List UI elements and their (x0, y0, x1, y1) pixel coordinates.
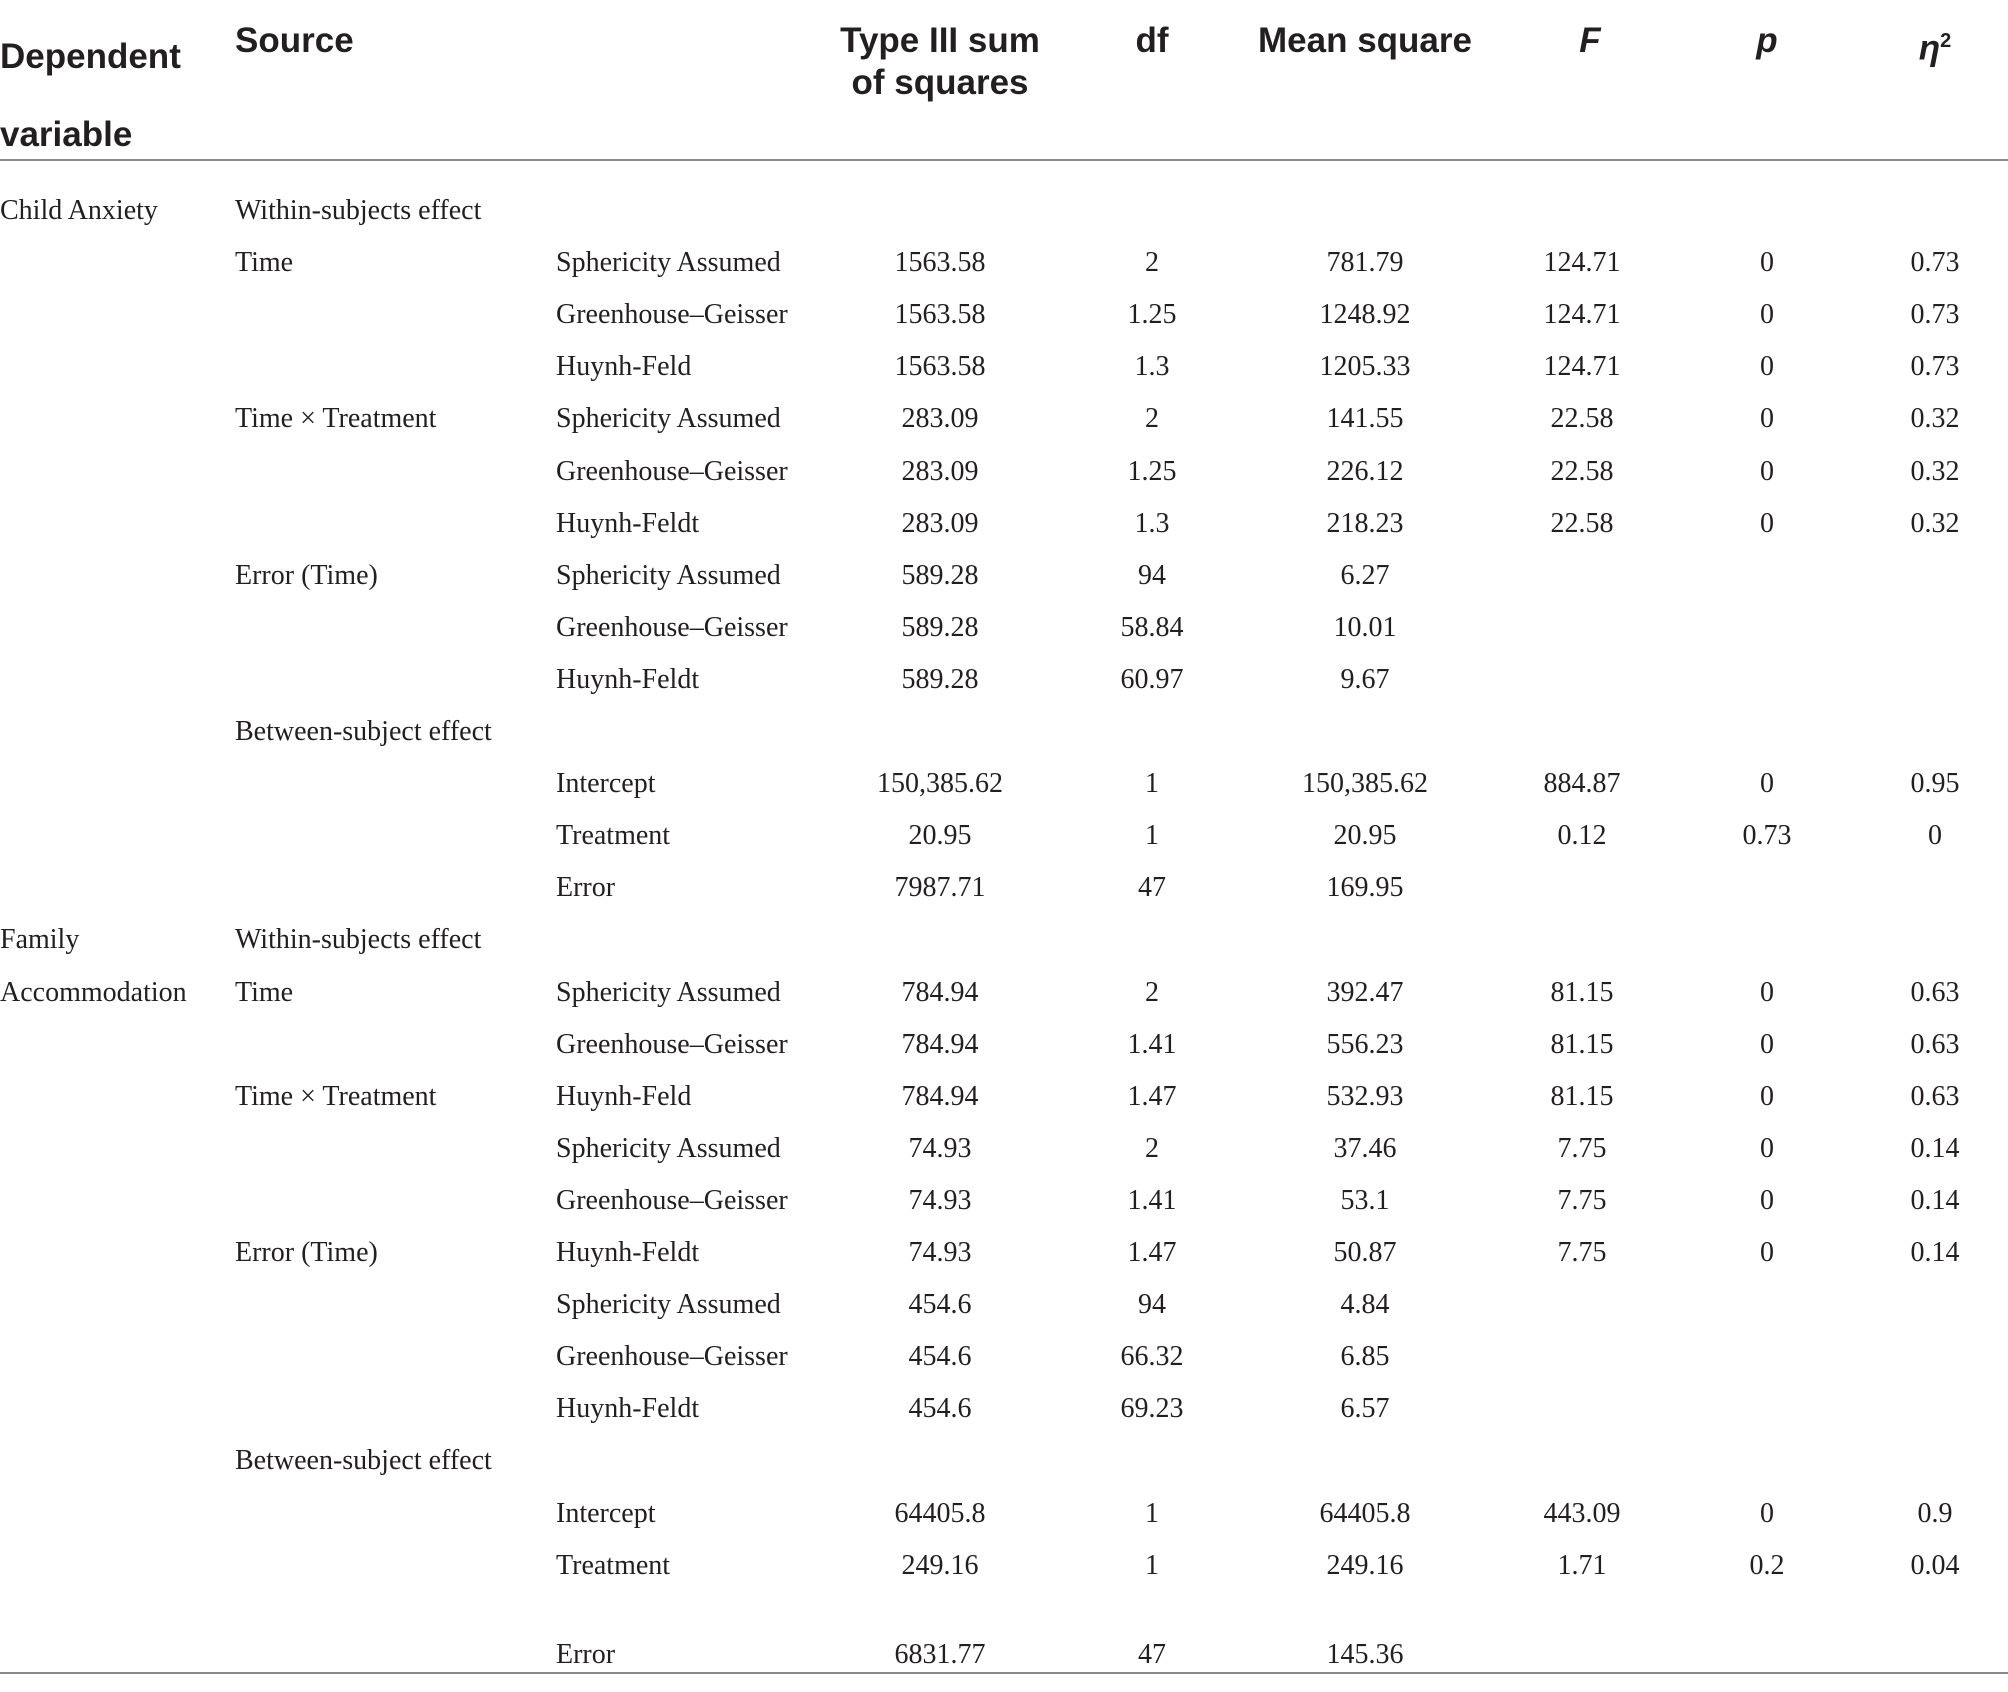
cell-df: 66.32 (1120, 1341, 1184, 1373)
cell-p: 0 (1760, 1237, 1774, 1268)
cell-f (1532, 602, 1632, 654)
cell-f: 22.58 (1550, 507, 1614, 539)
cell-f (1532, 706, 1632, 758)
cell-df: 1 (1145, 1549, 1159, 1581)
cell-source: Within-subjects effect (235, 924, 482, 956)
cell-dv (0, 1331, 230, 1383)
cell-eta: 0.95 (1910, 768, 1960, 800)
cell-df: 2 (1145, 403, 1159, 435)
cell-df: 47 (1138, 1638, 1166, 1670)
table-row (0, 550, 2008, 602)
cell-ss: 74.93 (908, 1237, 972, 1268)
cell-ms: 6.57 (1340, 1393, 1390, 1425)
cell-p: 0 (1760, 1028, 1774, 1060)
cell-ss: 64405.8 (894, 1497, 986, 1529)
cell-ss: 20.95 (908, 820, 972, 852)
table-header (0, 0, 2008, 160)
cell-df: 94 (1138, 559, 1166, 591)
cell-ms: 64405.8 (1319, 1497, 1411, 1529)
cell-df: 1.41 (1127, 1184, 1177, 1216)
cell-source: Within-subjects effect (235, 195, 482, 226)
header-dependent-variable-line1: Dependent (0, 37, 181, 76)
cell-f: 124.71 (1543, 299, 1621, 331)
cell-p: 0 (1760, 1132, 1774, 1164)
table-row (0, 1540, 2008, 1592)
cell-df: 1.47 (1127, 1080, 1177, 1112)
cell-ms: 249.16 (1326, 1549, 1404, 1581)
cell-p: 0 (1760, 455, 1774, 487)
cell-source (235, 1175, 555, 1227)
table-row (0, 393, 2008, 445)
cell-sub (556, 1435, 816, 1487)
cell-sub: Intercept (556, 768, 656, 800)
cell-dv (0, 1383, 230, 1435)
cell-f: 81.15 (1550, 1080, 1614, 1112)
cell-ss: 784.94 (901, 1080, 979, 1112)
cell-f: 124.71 (1543, 351, 1621, 383)
cell-dv (0, 654, 230, 706)
cell-dv (0, 862, 230, 914)
cell-source (235, 341, 555, 393)
cell-dv (0, 1175, 230, 1227)
cell-ms: 226.12 (1326, 455, 1404, 487)
cell-sub: Greenhouse–Geisser (556, 1341, 788, 1373)
cell-f (1532, 862, 1632, 914)
cell-sub: Greenhouse–Geisser (556, 1184, 788, 1216)
cell-ss: 283.09 (901, 403, 979, 435)
cell-f: 7.75 (1557, 1132, 1607, 1164)
cell-p: 0.2 (1749, 1549, 1785, 1581)
cell-sub: Sphericity Assumed (556, 247, 781, 279)
header-rule (0, 159, 2008, 161)
bottom-rule (0, 1672, 2008, 1674)
cell-source (235, 1019, 555, 1071)
cell-ss: 283.09 (901, 507, 979, 539)
cell-eta: 0.63 (1910, 1080, 1960, 1112)
cell-sub: Huynh-Feld (556, 1080, 692, 1112)
cell-ss: 7987.71 (894, 872, 986, 904)
cell-p: 0 (1760, 299, 1774, 331)
header-p (1717, 20, 1817, 62)
cell-sub: Huynh-Feldt (556, 1237, 700, 1268)
table-row (0, 237, 2008, 289)
cell-f: 22.58 (1550, 403, 1614, 435)
cell-sub: Huynh-Feld (556, 351, 692, 383)
header-dependent-variable-line2: variable (0, 115, 133, 154)
cell-source (235, 1540, 555, 1592)
cell-df: 1 (1145, 820, 1159, 852)
cell-source (235, 862, 555, 914)
cell-source (235, 602, 555, 654)
cell-dv (0, 550, 230, 602)
cell-p: 0 (1760, 1080, 1774, 1112)
cell-df (1102, 1435, 1202, 1487)
header-p-text: p (1756, 21, 1778, 60)
cell-source: Error (Time) (235, 559, 378, 591)
cell-f: 1.71 (1557, 1549, 1607, 1581)
cell-source: Time (235, 247, 294, 279)
cell-f (1532, 1279, 1632, 1331)
cell-f (1532, 550, 1632, 602)
table-row (0, 706, 2008, 758)
cell-ms: 392.47 (1326, 976, 1404, 1008)
cell-sub: Sphericity Assumed (556, 1132, 781, 1164)
cell-p (1717, 602, 1817, 654)
cell-eta: 0.63 (1910, 976, 1960, 1008)
cell-df: 2 (1145, 247, 1159, 279)
table-row (0, 1019, 2008, 1071)
cell-eta (1885, 1435, 1985, 1487)
cell-ms: 150,385.62 (1302, 768, 1428, 800)
header-mean-square: Mean square (1258, 21, 1472, 60)
cell-eta: 0.32 (1910, 403, 1960, 435)
cell-ss (800, 914, 1080, 966)
cell-eta: 0.14 (1910, 1184, 1960, 1216)
cell-p: 0 (1760, 507, 1774, 539)
cell-ms: 6.27 (1340, 559, 1390, 591)
cell-p: 0.73 (1742, 820, 1792, 852)
cell-sub: Intercept (556, 1497, 656, 1529)
cell-eta: 0 (1928, 820, 1942, 852)
cell-ss: 1563.58 (894, 247, 986, 279)
cell-p (1717, 654, 1817, 706)
header-f-text: F (1579, 21, 1601, 60)
cell-eta: 0.73 (1910, 351, 1960, 383)
cell-eta (1885, 914, 1985, 966)
table-row (0, 1279, 2008, 1331)
table-row (0, 1331, 2008, 1383)
cell-p (1717, 862, 1817, 914)
cell-dv (0, 810, 230, 862)
cell-eta (1885, 1279, 1985, 1331)
cell-sub: Greenhouse–Geisser (556, 455, 788, 487)
cell-sub: Error (556, 1638, 616, 1670)
cell-ss: 454.6 (908, 1289, 972, 1321)
cell-sub: Huynh-Feldt (556, 663, 700, 695)
table-row (0, 862, 2008, 914)
cell-f: 884.87 (1543, 768, 1621, 800)
cell-df: 94 (1138, 1289, 1166, 1321)
cell-sub: Sphericity Assumed (556, 1289, 781, 1321)
cell-p: 0 (1760, 1184, 1774, 1216)
cell-ms: 532.93 (1326, 1080, 1404, 1112)
cell-eta: 0.14 (1910, 1237, 1960, 1268)
table-row (0, 1383, 2008, 1435)
header-sum-of-squares (800, 20, 1080, 104)
table-row (0, 758, 2008, 810)
cell-dv (0, 393, 230, 445)
cell-f (1532, 914, 1632, 966)
cell-df: 1 (1145, 768, 1159, 800)
cell-eta: 0.9 (1917, 1497, 1953, 1529)
cell-sub (556, 185, 816, 237)
cell-dv (0, 1435, 230, 1487)
cell-df: 47 (1138, 872, 1166, 904)
cell-ms (1245, 1435, 1485, 1487)
cell-ss (800, 706, 1080, 758)
cell-ms: 6.85 (1340, 1341, 1390, 1373)
cell-dv (0, 1540, 230, 1592)
cell-eta (1885, 862, 1985, 914)
cell-eta (1885, 185, 1985, 237)
cell-ms: 53.1 (1340, 1184, 1390, 1216)
cell-source: Time (235, 976, 294, 1008)
header-eta-squared (1885, 20, 1985, 70)
cell-sub: Sphericity Assumed (556, 976, 781, 1008)
cell-dv (0, 237, 230, 289)
cell-f: 0.12 (1557, 820, 1607, 852)
header-eta-text: η (1918, 28, 1941, 68)
table-row (0, 1227, 2008, 1279)
header-df: df (1135, 21, 1169, 60)
cell-df: 60.97 (1120, 663, 1184, 695)
cell-df: 1.47 (1127, 1237, 1177, 1268)
cell-p: 0 (1760, 247, 1774, 279)
cell-df (1102, 706, 1202, 758)
cell-f: 22.58 (1550, 455, 1614, 487)
cell-ms (1245, 185, 1485, 237)
cell-dv (0, 341, 230, 393)
cell-source (235, 289, 555, 341)
table-row (0, 341, 2008, 393)
cell-ss: 784.94 (901, 1028, 979, 1060)
table-row (0, 1435, 2008, 1487)
table-row (0, 1071, 2008, 1123)
cell-ss: 249.16 (901, 1549, 979, 1581)
cell-df: 69.23 (1120, 1393, 1184, 1425)
cell-ms: 145.36 (1326, 1638, 1404, 1670)
cell-f (1532, 654, 1632, 706)
cell-df: 1.25 (1127, 455, 1177, 487)
cell-ss: 454.6 (908, 1393, 972, 1425)
cell-ss: 589.28 (901, 559, 979, 591)
cell-p (1717, 1279, 1817, 1331)
cell-ms: 556.23 (1326, 1028, 1404, 1060)
cell-source (235, 1331, 555, 1383)
cell-p (1717, 1435, 1817, 1487)
cell-ms: 1248.92 (1319, 299, 1411, 331)
cell-ms: 9.67 (1340, 663, 1390, 695)
cell-sub: Error (556, 872, 616, 904)
table-row (0, 967, 2008, 1019)
cell-df: 1.3 (1134, 351, 1170, 383)
cell-ss (800, 1435, 1080, 1487)
cell-p: 0 (1760, 768, 1774, 800)
cell-sub: Greenhouse–Geisser (556, 611, 788, 643)
cell-df: 58.84 (1120, 611, 1184, 643)
header-source: Source (235, 21, 354, 60)
cell-df: 1.3 (1134, 507, 1170, 539)
cell-df: 2 (1145, 1132, 1159, 1164)
cell-p: 0 (1760, 1497, 1774, 1529)
table-row (0, 914, 2008, 966)
cell-dv (0, 706, 230, 758)
cell-sub: Treatment (556, 1549, 671, 1581)
cell-ms: 141.55 (1326, 403, 1404, 435)
cell-ms: 4.84 (1340, 1289, 1390, 1321)
table-row (0, 185, 2008, 237)
cell-eta: 0.73 (1910, 299, 1960, 331)
cell-p: 0 (1760, 351, 1774, 383)
table-row (0, 602, 2008, 654)
cell-f: 81.15 (1550, 976, 1614, 1008)
cell-source (235, 498, 555, 550)
cell-ms (1245, 914, 1485, 966)
cell-dv (0, 1123, 230, 1175)
cell-sub: Huynh-Feldt (556, 1393, 700, 1425)
cell-ss: 74.93 (908, 1132, 972, 1164)
cell-ss: 589.28 (901, 611, 979, 643)
cell-p: 0 (1760, 403, 1774, 435)
table-row (0, 498, 2008, 550)
cell-eta: 0.04 (1910, 1549, 1960, 1581)
cell-p (1717, 185, 1817, 237)
cell-ms: 1205.33 (1319, 351, 1411, 383)
cell-ss: 6831.77 (894, 1638, 986, 1670)
cell-sub (556, 914, 816, 966)
table-row (0, 654, 2008, 706)
cell-f: 124.71 (1543, 247, 1621, 279)
cell-dv (0, 446, 230, 498)
cell-ms: 169.95 (1326, 872, 1404, 904)
cell-ss (800, 185, 1080, 237)
cell-source (235, 758, 555, 810)
cell-source (235, 1279, 555, 1331)
cell-df: 1 (1145, 1497, 1159, 1529)
cell-dv (0, 1019, 230, 1071)
cell-eta (1885, 1383, 1985, 1435)
cell-ss: 283.09 (901, 455, 979, 487)
cell-ms: 218.23 (1326, 507, 1404, 539)
cell-df: 2 (1145, 976, 1159, 1008)
header-f (1540, 20, 1640, 62)
cell-sub: Sphericity Assumed (556, 559, 781, 591)
cell-ms (1245, 706, 1485, 758)
cell-source (235, 1383, 555, 1435)
header-eta-sup: 2 (1940, 30, 1952, 52)
table-row (0, 289, 2008, 341)
table-row (0, 810, 2008, 862)
cell-p (1717, 914, 1817, 966)
cell-df (1102, 185, 1202, 237)
cell-eta (1885, 602, 1985, 654)
cell-f (1532, 1331, 1632, 1383)
cell-f (1532, 1435, 1632, 1487)
cell-df (1102, 914, 1202, 966)
cell-p (1717, 706, 1817, 758)
cell-sub (556, 706, 816, 758)
cell-eta: 0.14 (1910, 1132, 1960, 1164)
cell-source (235, 654, 555, 706)
cell-source: Time × Treatment (235, 403, 437, 435)
cell-source (235, 1123, 555, 1175)
cell-sub: Treatment (556, 820, 671, 852)
header-ss-line2: of squares (851, 63, 1029, 102)
cell-ms: 20.95 (1333, 820, 1397, 852)
cell-f: 443.09 (1543, 1497, 1621, 1529)
table-row (0, 1123, 2008, 1175)
cell-f (1532, 1383, 1632, 1435)
cell-eta: 0.63 (1910, 1028, 1960, 1060)
table-row (0, 1175, 2008, 1227)
cell-eta (1885, 1331, 1985, 1383)
cell-ss: 1563.58 (894, 299, 986, 331)
cell-source (235, 1488, 555, 1540)
cell-df: 1.25 (1127, 299, 1177, 331)
cell-dv: Accommodation (0, 976, 187, 1008)
cell-dv (0, 1227, 230, 1279)
cell-eta (1885, 550, 1985, 602)
cell-ss: 1563.58 (894, 351, 986, 383)
cell-source: Error (Time) (235, 1237, 378, 1268)
cell-dv (0, 1279, 230, 1331)
cell-dv (0, 1071, 230, 1123)
cell-sub: Sphericity Assumed (556, 403, 781, 435)
cell-ss: 454.6 (908, 1341, 972, 1373)
cell-source (235, 446, 555, 498)
cell-p (1717, 1383, 1817, 1435)
cell-dv: Family (0, 924, 80, 956)
cell-ms: 50.87 (1333, 1237, 1397, 1268)
cell-source (235, 810, 555, 862)
cell-eta (1885, 706, 1985, 758)
cell-ss: 784.94 (901, 976, 979, 1008)
cell-p: 0 (1760, 976, 1774, 1008)
cell-dv: Child Anxiety (0, 195, 158, 226)
table-row (0, 1488, 2008, 1540)
cell-dv (0, 758, 230, 810)
cell-p (1717, 1331, 1817, 1383)
cell-ss: 74.93 (908, 1184, 972, 1216)
table-row (0, 446, 2008, 498)
cell-sub: Greenhouse–Geisser (556, 1028, 788, 1060)
cell-ss: 150,385.62 (877, 768, 1003, 800)
cell-f (1532, 185, 1632, 237)
cell-ms: 37.46 (1333, 1132, 1397, 1164)
cell-ms: 10.01 (1333, 611, 1397, 643)
cell-eta: 0.73 (1910, 247, 1960, 279)
cell-f: 81.15 (1550, 1028, 1614, 1060)
cell-sub: Huynh-Feldt (556, 507, 700, 539)
cell-ss: 589.28 (901, 663, 979, 695)
cell-ms: 781.79 (1326, 247, 1404, 279)
cell-dv (0, 1488, 230, 1540)
cell-dv (0, 289, 230, 341)
cell-source: Time × Treatment (235, 1080, 437, 1112)
cell-dv (0, 602, 230, 654)
header-dependent-variable (0, 18, 181, 174)
cell-df: 1.41 (1127, 1028, 1177, 1060)
cell-eta: 0.32 (1910, 507, 1960, 539)
header-ss-line1: Type III sum (840, 21, 1040, 60)
cell-sub: Greenhouse–Geisser (556, 299, 788, 331)
cell-p (1717, 550, 1817, 602)
cell-eta (1885, 654, 1985, 706)
cell-source: Between-subject effect (235, 1445, 492, 1477)
cell-f: 7.75 (1557, 1184, 1607, 1216)
cell-dv (0, 498, 230, 550)
cell-f: 7.75 (1557, 1237, 1607, 1268)
cell-eta: 0.32 (1910, 455, 1960, 487)
cell-source: Between-subject effect (235, 716, 492, 747)
